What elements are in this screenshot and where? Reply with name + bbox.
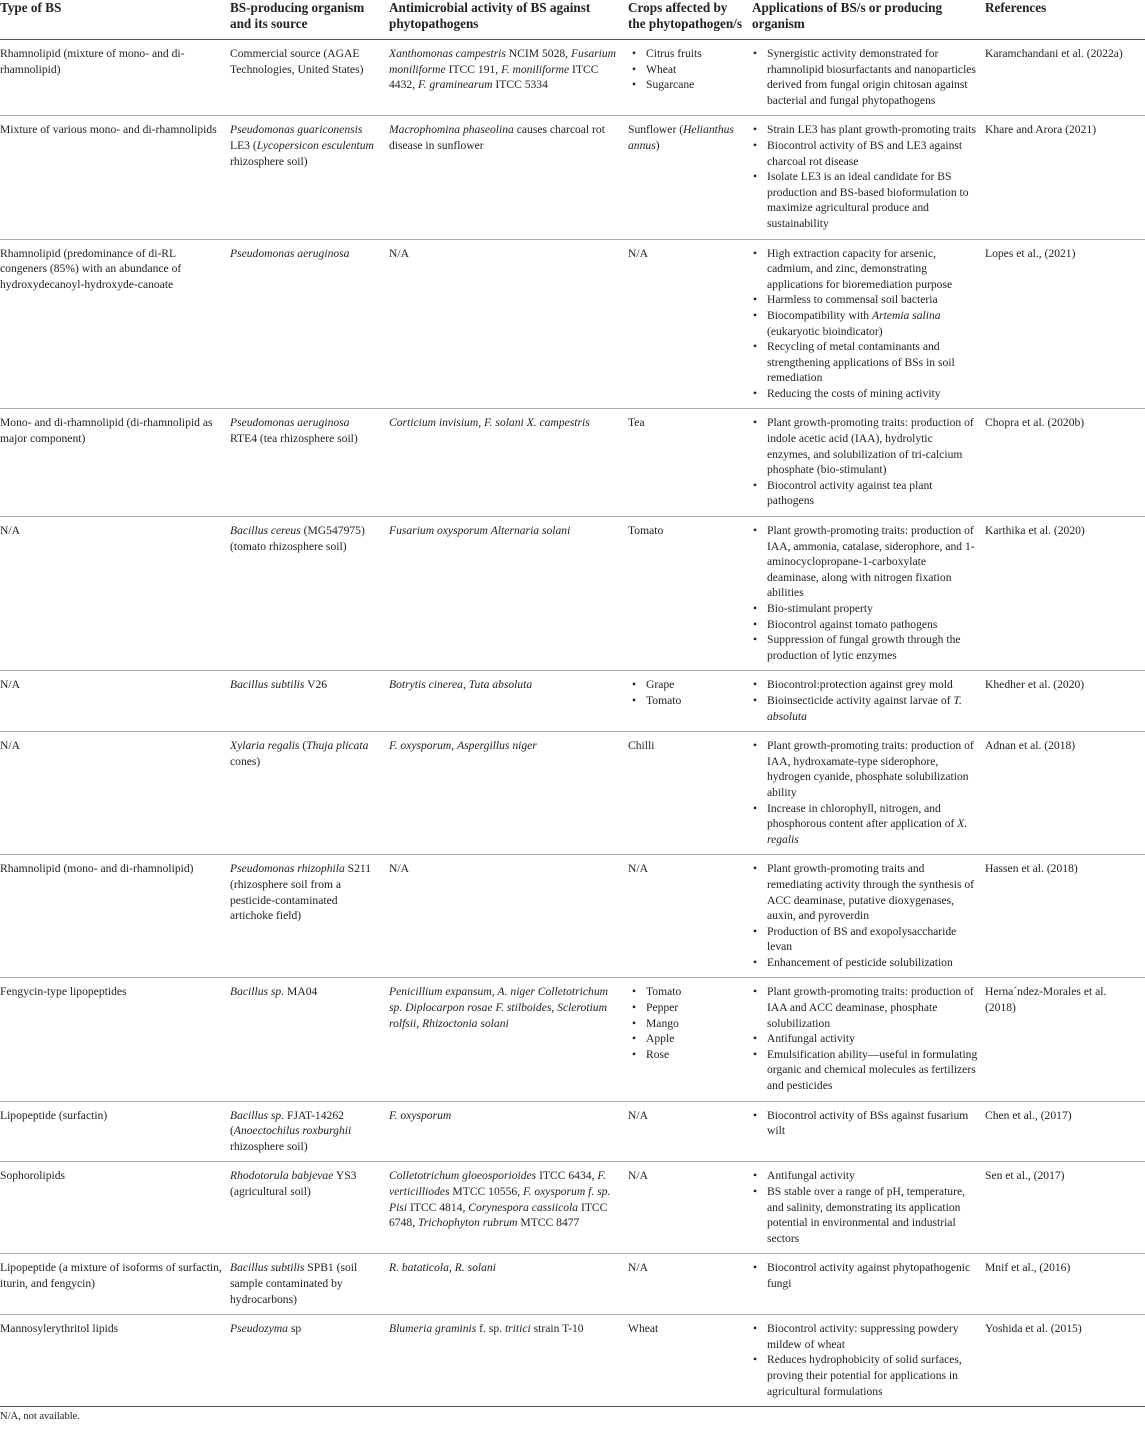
cell-reference: Chen et al., (2017) xyxy=(985,1101,1145,1162)
cell-producing-organism: Xylaria regalis (Thuja plicata cones) xyxy=(229,732,381,855)
applications-list xyxy=(752,1168,979,1246)
cell-type-of-bs: N/A xyxy=(0,517,229,671)
application-item: • Biocontrol activity against tea plant pathogens xyxy=(752,478,979,509)
application-item: • Plant growth-promoting traits: production of IAA and ACC deaminase, phosphate solubilization xyxy=(752,984,979,1031)
application-item: • High extraction capacity for arsenic, cadmium, and zinc, demonstrating applications for bioremediation purpose xyxy=(752,246,979,293)
cell-type-of-bs: Fengycin-type lipopeptides xyxy=(0,978,229,1101)
application-item: • Bioinsecticide activity against larvae of T. absoluta xyxy=(752,693,979,724)
crops-list xyxy=(628,46,746,93)
cell-producing-organism: Pseudomonas rhizophila S211 (rhizosphere soil from a pesticide-contaminated artichoke field) xyxy=(229,855,381,978)
cell-type-of-bs: Sophorolipids xyxy=(0,1162,229,1254)
table-row xyxy=(0,517,1145,671)
cell-producing-organism: Rhodotorula babjevae YS3 (agricultural soil) xyxy=(229,1162,381,1254)
application-item: • Plant growth-promoting traits: production of IAA, ammonia, catalase, siderophore, and 1-aminocyclopropane-1-carboxylate deaminase, along with nitrogen fixation abilities xyxy=(752,523,979,601)
applications-list xyxy=(752,1108,979,1139)
application-item: • Biocontrol against tomato pathogens xyxy=(752,617,979,633)
applications-list xyxy=(752,677,979,724)
table-row xyxy=(0,1101,1145,1162)
cell-crops-affected: Chilli xyxy=(628,732,752,855)
table-row xyxy=(0,239,1145,409)
cell-type-of-bs: Mixture of various mono- and di-rhamnolipids xyxy=(0,116,229,239)
cell-crops-affected: N/A xyxy=(628,1162,752,1254)
cell-applications xyxy=(752,239,985,409)
cell-applications xyxy=(752,517,985,671)
cell-type-of-bs: Lipopeptide (surfactin) xyxy=(0,1101,229,1162)
header-applications: Applications of BS/s or producing organism xyxy=(752,0,985,40)
table-row xyxy=(0,40,1145,116)
cell-producing-organism: Pseudozyma sp xyxy=(229,1315,381,1407)
application-item: • Antifungal activity xyxy=(752,1031,979,1047)
table-row xyxy=(0,732,1145,855)
application-item: • Plant growth-promoting traits: production of indole acetic acid (IAA), hydrolytic enzymes, and solubilization of tri-calcium phosphate (bio-stimulant) xyxy=(752,415,979,477)
applications-list xyxy=(752,984,979,1093)
cell-applications xyxy=(752,1315,985,1407)
crop-item: • Tomato xyxy=(628,984,746,1000)
cell-reference: Khare and Arora (2021) xyxy=(985,116,1145,239)
cell-producing-organism: Bacillus subtilis V26 xyxy=(229,671,381,732)
cell-crops-affected: N/A xyxy=(628,1101,752,1162)
cell-reference: Mnif et al., (2016) xyxy=(985,1254,1145,1315)
application-item: • Recycling of metal contaminants and strengthening applications of BSs in soil remediation xyxy=(752,339,979,386)
cell-type-of-bs: Mono- and di-rhamnolipid (di-rhamnolipid as major component) xyxy=(0,409,229,517)
cell-type-of-bs: Lipopeptide (a mixture of isoforms of surfactin, iturin, and fengycin) xyxy=(0,1254,229,1315)
cell-crops-affected: N/A xyxy=(628,239,752,409)
cell-antimicrobial-activity: Botrytis cinerea, Tuta absoluta xyxy=(381,671,628,732)
header-antimicrobial-activity: Antimicrobial activity of BS against phytopathogens xyxy=(381,0,628,40)
application-item: • Suppression of fungal growth through the production of lytic enzymes xyxy=(752,632,979,663)
application-item: • Reducing the costs of mining activity xyxy=(752,386,979,402)
cell-applications xyxy=(752,1254,985,1315)
cell-crops-affected: N/A xyxy=(628,1254,752,1315)
application-item: • Plant growth-promoting traits: production of IAA, hydroxamate-type siderophore, hydrogen cyanide, phosphate solubilization ability xyxy=(752,738,979,800)
crop-item: • Rose xyxy=(628,1047,746,1063)
cell-antimicrobial-activity: F. oxysporum xyxy=(381,1101,628,1162)
cell-type-of-bs: Rhamnolipid (mixture of mono- and di-rhamnolipid) xyxy=(0,40,229,116)
cell-reference: Herna´ndez-Morales et al. (2018) xyxy=(985,978,1145,1101)
application-item: • Harmless to commensal soil bacteria xyxy=(752,292,979,308)
application-item: • Biocompatibility with Artemia salina (eukaryotic bioindicator) xyxy=(752,308,979,339)
cell-crops-affected: Wheat xyxy=(628,1315,752,1407)
cell-producing-organism: Bacillus sp. FJAT-14262 (Anoectochilus roxburghii rhizosphere soil) xyxy=(229,1101,381,1162)
cell-crops-affected: Tea xyxy=(628,409,752,517)
applications-list xyxy=(752,246,979,402)
cell-antimicrobial-activity: Corticium invisium, F. solani X. campestris xyxy=(381,409,628,517)
table-row xyxy=(0,1315,1145,1407)
cell-reference: Lopes et al., (2021) xyxy=(985,239,1145,409)
application-item: • Synergistic activity demonstrated for rhamnolipid biosurfactants and nanoparticles derived from fungal origin chitosan against bacterial and fungal phytopathogens xyxy=(752,46,979,108)
crop-item: • Citrus fruits xyxy=(628,46,746,62)
application-item: • Antifungal activity xyxy=(752,1168,979,1184)
application-item: • Emulsification ability—useful in formulating organic and chemical molecules as fertilizers and pesticides xyxy=(752,1047,979,1094)
applications-list xyxy=(752,523,979,663)
crop-item: • Wheat xyxy=(628,62,746,78)
table-row xyxy=(0,855,1145,978)
cell-producing-organism: Bacillus subtilis SPB1 (soil sample contaminated by hydrocarbons) xyxy=(229,1254,381,1315)
cell-type-of-bs: Mannosylerythritol lipids xyxy=(0,1315,229,1407)
cell-reference: Sen et al., (2017) xyxy=(985,1162,1145,1254)
table-body xyxy=(0,40,1145,1407)
applications-list xyxy=(752,861,979,970)
cell-applications xyxy=(752,409,985,517)
cell-producing-organism: Pseudomonas aeruginosa RTE4 (tea rhizosphere soil) xyxy=(229,409,381,517)
header-references: References xyxy=(985,0,1145,40)
cell-crops-affected: Sunflower (Helianthus annus) xyxy=(628,116,752,239)
applications-list xyxy=(752,1260,979,1291)
cell-applications xyxy=(752,40,985,116)
cell-reference: Khedher et al. (2020) xyxy=(985,671,1145,732)
applications-list xyxy=(752,738,979,847)
table-header xyxy=(0,0,1145,40)
table-row xyxy=(0,1254,1145,1315)
crop-item: • Pepper xyxy=(628,1000,746,1016)
crop-item: • Mango xyxy=(628,1016,746,1032)
application-item: • Enhancement of pesticide solubilization xyxy=(752,955,979,971)
table-footnote: N/A, not available. xyxy=(0,1411,80,1423)
applications-list xyxy=(752,1321,979,1399)
cell-antimicrobial-activity: N/A xyxy=(381,855,628,978)
cell-producing-organism: Bacillus cereus (MG547975) (tomato rhizosphere soil) xyxy=(229,517,381,671)
application-item: • Biocontrol activity against phytopathogenic fungi xyxy=(752,1260,979,1291)
application-item: • Biocontrol activity of BSs against fusarium wilt xyxy=(752,1108,979,1139)
cell-applications xyxy=(752,1162,985,1254)
table-row xyxy=(0,978,1145,1101)
cell-antimicrobial-activity: N/A xyxy=(381,239,628,409)
cell-applications xyxy=(752,671,985,732)
cell-antimicrobial-activity: Blumeria graminis f. sp. tritici strain T-10 xyxy=(381,1315,628,1407)
application-item: • Biocontrol activity: suppressing powdery mildew of wheat xyxy=(752,1321,979,1352)
header-row xyxy=(0,0,1145,40)
cell-producing-organism: Bacillus sp. MA04 xyxy=(229,978,381,1101)
table-row xyxy=(0,1162,1145,1254)
cell-producing-organism: Pseudomonas guariconensis LE3 (Lycopersicon esculentum rhizosphere soil) xyxy=(229,116,381,239)
cell-reference: Adnan et al. (2018) xyxy=(985,732,1145,855)
cell-type-of-bs: N/A xyxy=(0,671,229,732)
cell-reference: Chopra et al. (2020b) xyxy=(985,409,1145,517)
application-item: • BS stable over a range of pH, temperature, and salinity, demonstrating its application potential in environmental and industrial sectors xyxy=(752,1184,979,1246)
cell-applications xyxy=(752,1101,985,1162)
application-item: • Biocontrol activity of BS and LE3 against charcoal rot disease xyxy=(752,138,979,169)
cell-crops-affected: Tomato xyxy=(628,517,752,671)
cell-type-of-bs: N/A xyxy=(0,732,229,855)
application-item: • Bio-stimulant property xyxy=(752,601,979,617)
table-row xyxy=(0,116,1145,239)
cell-producing-organism: Pseudomonas aeruginosa xyxy=(229,239,381,409)
cell-applications xyxy=(752,978,985,1101)
crops-list xyxy=(628,984,746,1062)
crop-item: • Apple xyxy=(628,1031,746,1047)
cell-applications xyxy=(752,116,985,239)
cell-antimicrobial-activity: R. bataticola, R. solani xyxy=(381,1254,628,1315)
crop-item: • Grape xyxy=(628,677,746,693)
cell-type-of-bs: Rhamnolipid (predominance of di-RL congeners (85%) with an abundance of hydroxydecanoyl-hydroxyde-canoate xyxy=(0,239,229,409)
cell-crops-affected xyxy=(628,40,752,116)
cell-crops-affected xyxy=(628,671,752,732)
cell-producing-organism: Commercial source (AGAE Technologies, United States) xyxy=(229,40,381,116)
cell-antimicrobial-activity: F. oxysporum, Aspergillus niger xyxy=(381,732,628,855)
application-item: • Strain LE3 has plant growth-promoting traits xyxy=(752,122,979,138)
crop-item: • Tomato xyxy=(628,693,746,709)
cell-antimicrobial-activity: Xanthomonas campestris NCIM 5028, Fusarium moniliforme ITCC 191, F. moniliforme ITCC 4432, F. graminearum ITCC 5334 xyxy=(381,40,628,116)
cell-antimicrobial-activity: Fusarium oxysporum Alternaria solani xyxy=(381,517,628,671)
application-item: • Increase in chlorophyll, nitrogen, and phosphorous content after application of X. regalis xyxy=(752,801,979,848)
cell-applications xyxy=(752,732,985,855)
header-producing-organism: BS-producing organism and its source xyxy=(229,0,381,40)
header-crops-affected: Crops affected by the phytopathogen/s xyxy=(628,0,752,40)
table-row xyxy=(0,409,1145,517)
applications-list xyxy=(752,415,979,509)
applications-list xyxy=(752,46,979,108)
cell-antimicrobial-activity: Colletotrichum gloeosporioides ITCC 6434, F. verticilliodes MTCC 10556, F. oxysporum f. sp. Pisi ITCC 4814, Corynespora cassiicola ITCC 6748, Trichophyton rubrum MTCC 8477 xyxy=(381,1162,628,1254)
cell-reference: Yoshida et al. (2015) xyxy=(985,1315,1145,1407)
applications-list xyxy=(752,122,979,231)
crops-list xyxy=(628,677,746,708)
cell-type-of-bs: Rhamnolipid (mono- and di-rhamnolipid) xyxy=(0,855,229,978)
application-item: • Production of BS and exopolysaccharide levan xyxy=(752,924,979,955)
header-type-of-bs: Type of BS xyxy=(0,0,229,40)
cell-crops-affected: N/A xyxy=(628,855,752,978)
application-item: • Biocontrol:protection against grey mold xyxy=(752,677,979,693)
application-item: • Plant growth-promoting traits and remediating activity through the synthesis of ACC deaminase, putative dioxygenases, auxin, and pyroverdin xyxy=(752,861,979,923)
cell-reference: Karamchandani et al. (2022a) xyxy=(985,40,1145,116)
application-item: • Isolate LE3 is an ideal candidate for BS production and BS-based bioformulation to maximize agricultural produce and sustainability xyxy=(752,169,979,231)
cell-applications xyxy=(752,855,985,978)
cell-crops-affected xyxy=(628,978,752,1101)
crop-item: • Sugarcane xyxy=(628,77,746,93)
cell-reference: Karthika et al. (2020) xyxy=(985,517,1145,671)
cell-reference: Hassen et al. (2018) xyxy=(985,855,1145,978)
cell-antimicrobial-activity: Macrophomina phaseolina causes charcoal rot disease in sunflower xyxy=(381,116,628,239)
cell-antimicrobial-activity: Penicillium expansum, A. niger Colletotrichum sp. Diplocarpon rosae F. stilboides, Sclerotium rolfsii, Rhizoctonia solani xyxy=(381,978,628,1101)
table-row xyxy=(0,671,1145,732)
application-item: • Reduces hydrophobicity of solid surfaces, proving their potential for applications in agricultural formulations xyxy=(752,1352,979,1399)
